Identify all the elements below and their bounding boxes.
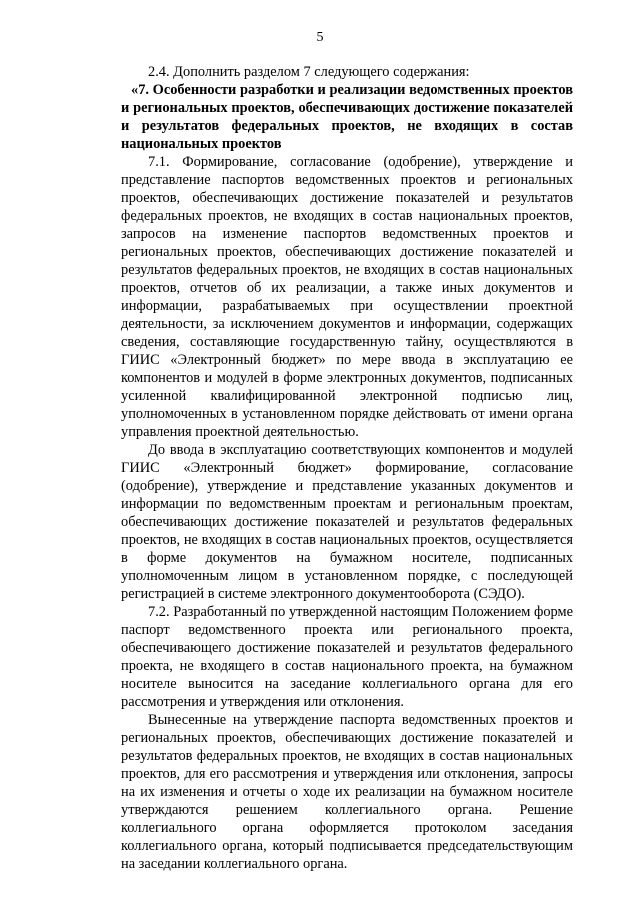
paragraph-7-1: 7.1. Формирование, согласование (одобрение), утверждение и представление паспортов ведомственных проектов и региональных проектов, обеспечивающих достижение показателей и результатов федеральных проектов, не входящих в состав национальных проектов, запросов на изменение паспортов ведомственных проектов и региональных проектов, обеспечивающих достижение показателей и результатов федеральных проектов, не входящих в состав национальных проектов, отчетов об их реализации, а также иных документов и информации, разрабатываемых при осуществлении проектной деятельности, за исключением документов и информации, содержащих сведения, составляющие государственную тайну, осуществляются в ГИИС «Электронный бюджет» по мере ввода в эксплуатацию ее компонентов и модулей в форме электронных документов, подписанных усиленной квалифицированной электронной подписью лиц, уполномоченных в установленном порядке действовать от имени органа управления проектной деятельностью. <box>121 154 573 440</box>
intro-paragraph: 2.4. Дополнить разделом 7 следующего содержания: <box>148 64 470 80</box>
paragraph-7-2-continuation: Вынесенные на утверждение паспорта ведомственных проектов и региональных проектов, обеспечивающих достижение показателей и результатов федеральных проектов, не входящих в состав национальных проектов, для его рассмотрения и утверждения или отклонения, запросы на их изменения и отчеты о ходе их реализации на бумажном носителе утверждаются решением коллегиального органа. Решение коллегиального органа оформляется протоколом заседания коллегиального органа, который подписывается председательствующим на заседании коллегиального органа. <box>121 712 573 872</box>
page-number: 5 <box>316 30 324 45</box>
section-heading-text: «7. Особенности разработки и реализации ведомственных проектов и региональных проектов, обеспечивающих достижение показателей и результатов федеральных проектов, не входящих в состав национальных проектов <box>121 82 573 152</box>
paragraph-7-2: 7.2. Разработанный по утвержденной настоящим Положением форме паспорт ведомственного проекта или регионального проекта, обеспечивающего достижение показателей и результатов федерального проекта, не входящего в состав национального проекта, на бумажном носителе выносится на заседание коллегиального органа для его рассмотрения и утверждения или отклонения. <box>121 604 573 710</box>
paragraph-7-1-continuation: До ввода в эксплуатацию соответствующих компонентов и модулей ГИИС «Электронный бюджет» формирование, согласование (одобрение), утверждение и представление указанных документов и информации по ведомственным проектам и региональным проектам, обеспечивающих достижение показателей и результатов федеральных проектов, не входящих в состав национальных проектов, осуществляется в форме документов на бумажном носителе, подписанных уполномоченным лицом в установленном порядке, с последующей регистрацией в системе электронного документооборота (СЭДО). <box>121 442 573 602</box>
document-body <box>121 63 573 873</box>
section-heading <box>121 81 573 153</box>
